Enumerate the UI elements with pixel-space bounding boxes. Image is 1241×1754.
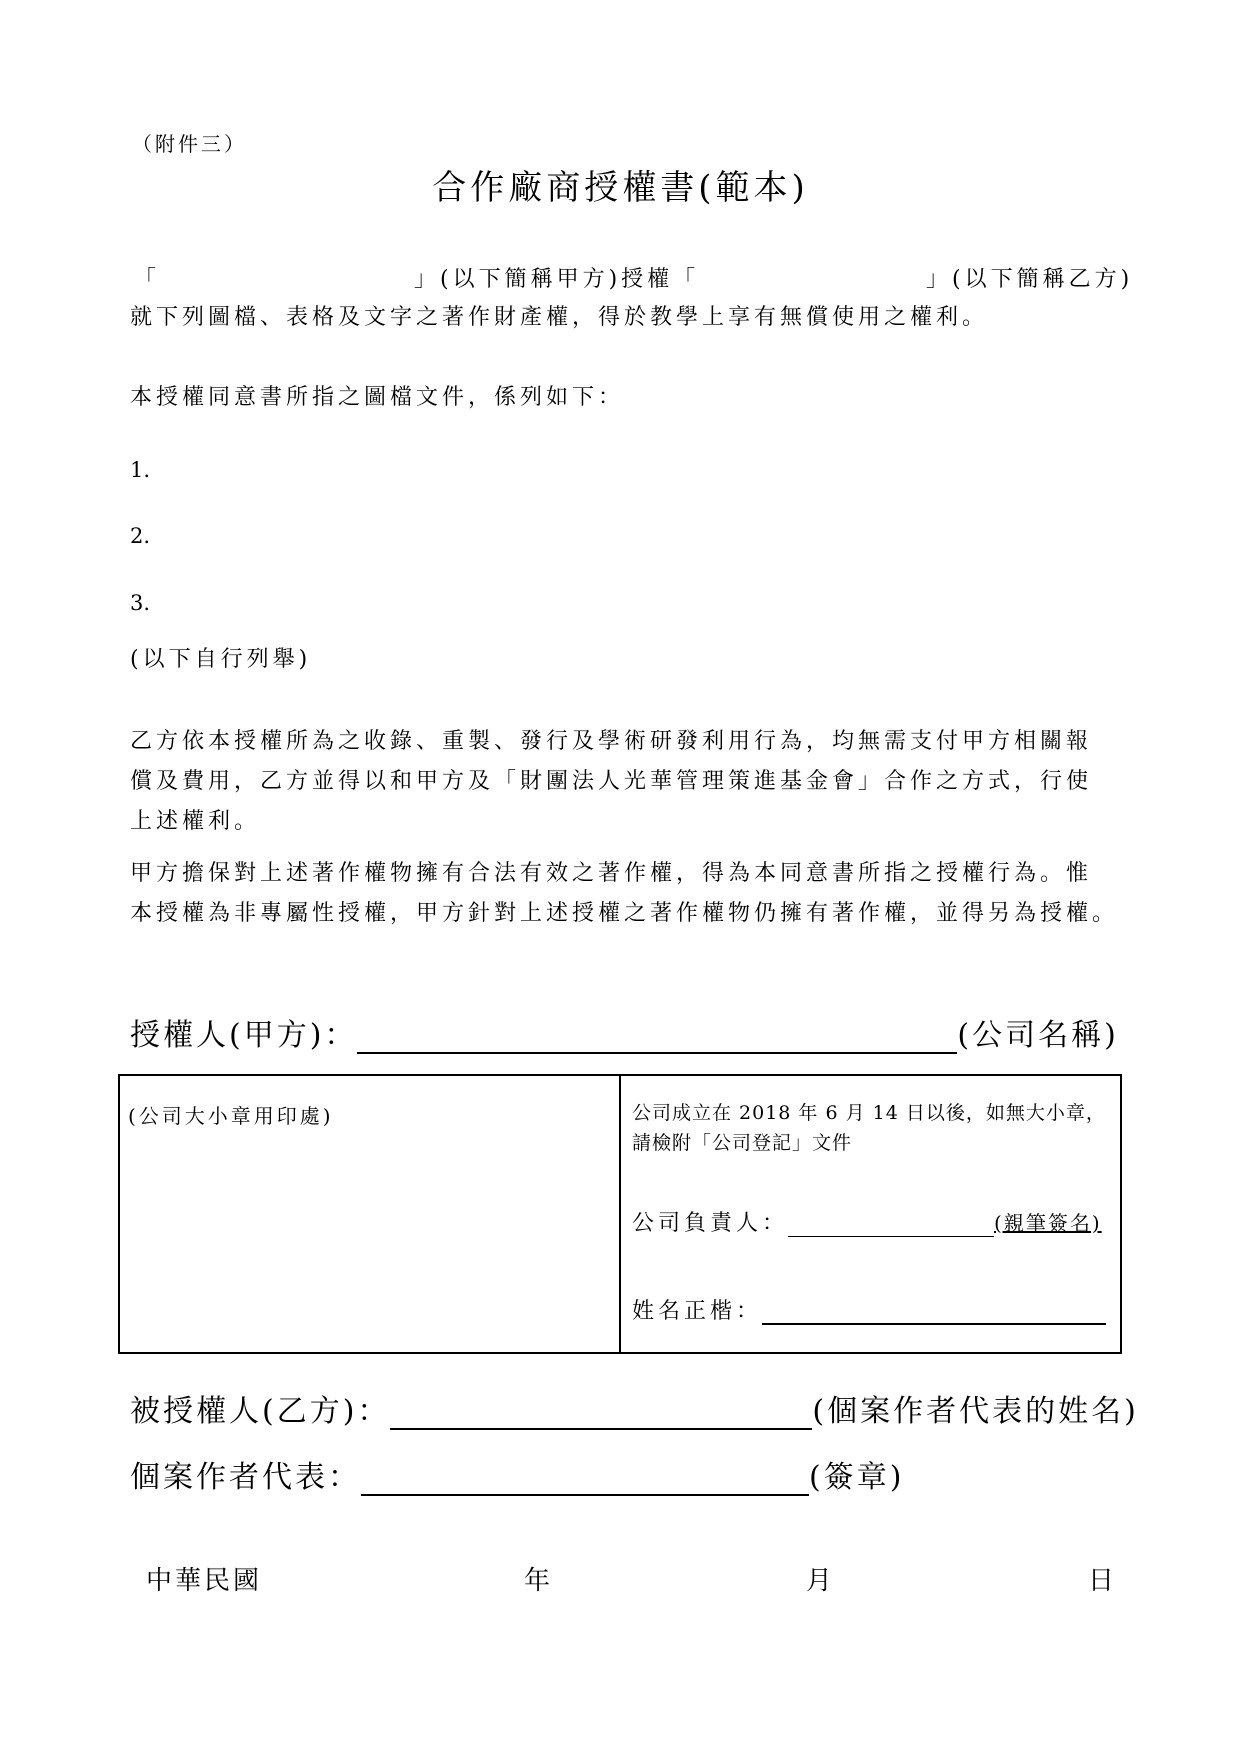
list-item-2: 2. — [130, 524, 151, 548]
grantor-suffix: (公司名稱) — [957, 1018, 1119, 1053]
representative-line — [130, 1452, 904, 1496]
grantee-suffix: (個案作者代表的姓名) — [812, 1394, 1139, 1429]
responsible-signature-field[interactable] — [788, 1212, 994, 1237]
paragraph2-line1: 乙方依本授權所為之收錄、重製、發行及學術研發利用行為，均無需支付甲方相關報 — [130, 729, 1093, 754]
grantor-label: 授權人(甲方)： — [130, 1018, 358, 1053]
grantee-line — [130, 1386, 1139, 1430]
date-year: 年 — [524, 1566, 554, 1596]
grantee-label: 被授權人(乙方)： — [130, 1394, 391, 1429]
representative-signature-field[interactable] — [361, 1462, 809, 1496]
list-intro: 本授權同意書所指之圖檔文件，係列如下： — [130, 385, 625, 410]
name-label: 姓名正楷： — [632, 1299, 763, 1324]
list-item-3: 3. — [130, 591, 151, 615]
paragraph1-line2: 就下列圖檔、表格及文字之著作財產權，得於教學上享有無償使用之權利。 — [130, 305, 989, 330]
page-title: 合作廠商授權書(範本) — [432, 168, 809, 208]
responsible-label: 公司負責人： — [632, 1211, 789, 1236]
attachment-label: （附件三） — [132, 132, 247, 156]
grantor-line — [130, 1010, 1119, 1054]
grantee-name-field[interactable] — [390, 1396, 812, 1430]
responsible-suffix: (親筆簽名) — [994, 1211, 1102, 1235]
list-item-1: 1. — [130, 458, 151, 482]
name-field[interactable] — [762, 1299, 1106, 1325]
paragraph3-line1: 甲方擔保對上述著作權物擁有合法有效之著作權，得為本同意書所指之授權行為。惟 — [130, 861, 1093, 886]
bracket-open: 「 — [134, 267, 161, 292]
name-line — [632, 1294, 1106, 1325]
paragraph2-line2: 償及費用，乙方並得以和甲方及「財團法人光華管理策進基金會」合作之方式，行使 — [130, 769, 1093, 794]
seal-note-line2: 請檢附「公司登記」文件 — [632, 1132, 853, 1154]
list-more: (以下自行列舉) — [130, 647, 312, 672]
date-month: 月 — [806, 1566, 836, 1596]
seal-area-label: (公司大小章用印處) — [128, 1104, 334, 1128]
seal-box-divider — [619, 1074, 621, 1354]
seal-note-line1: 公司成立在 2018 年 6 月 14 日以後，如無大小章， — [632, 1102, 1106, 1124]
responsible-line — [632, 1206, 1102, 1237]
representative-label: 個案作者代表： — [130, 1460, 361, 1495]
paragraph2-line3: 上述權利。 — [130, 809, 261, 834]
paragraph3-line2: 本授權為非專屬性授權，甲方針對上述授權之著作權物仍擁有著作權，並得另為授權。 — [130, 901, 1119, 926]
representative-suffix: (簽章) — [809, 1460, 905, 1495]
grantee-abbrev-text: 」(以下簡稱乙方) — [926, 267, 1134, 292]
date-day: 日 — [1088, 1566, 1118, 1596]
date-era: 中華民國 — [146, 1566, 263, 1596]
grantor-name-field[interactable] — [357, 1020, 957, 1054]
grantor-abbrev-text: 」(以下簡稱甲方)授權「 — [414, 267, 700, 292]
